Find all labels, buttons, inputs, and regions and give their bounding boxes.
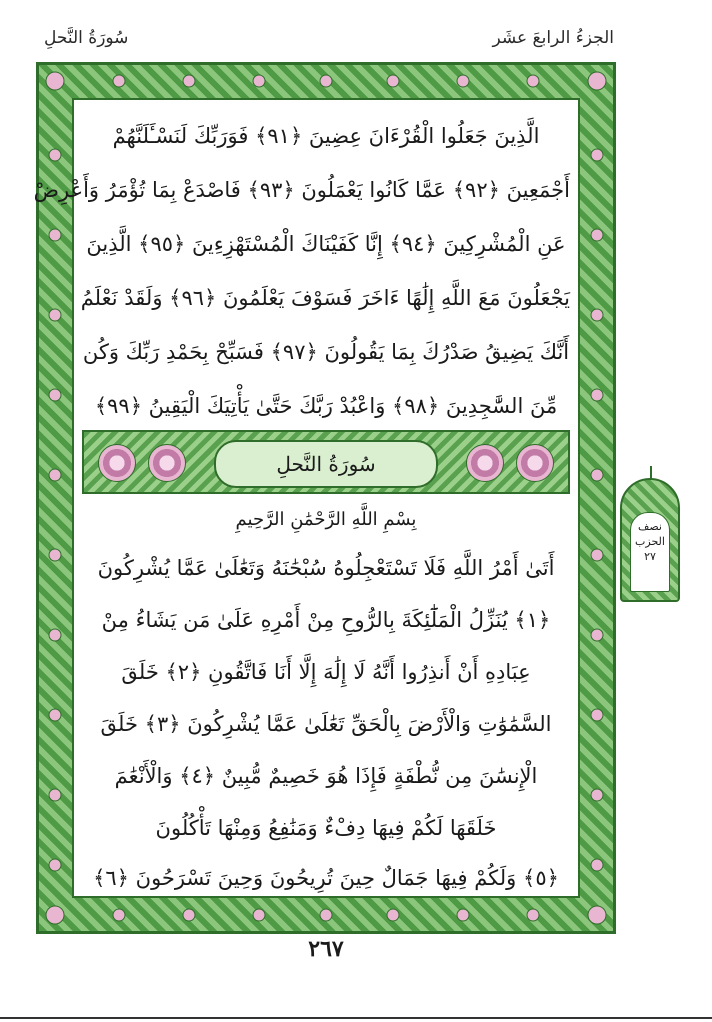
flower-ornament-icon	[148, 444, 186, 482]
hizb-label	[630, 512, 670, 592]
verse-line: الْإِنسَٰنَ مِن نُّطْفَةٍ فَإِذَا هُوَ خَصِيمٌ مُّبِينٌ ﴿٤﴾ وَالْأَنْعَٰمَ	[114, 764, 538, 788]
surah-banner	[82, 430, 570, 494]
surah-header-title: سُورَةُ النَّحلِ	[44, 28, 129, 48]
verse-line: ﴿٥﴾ وَلَكُمْ فِيهَا جَمَالٌ حِينَ تُرِيحُونَ وَحِينَ تَسْرَحُونَ ﴿٦﴾	[93, 866, 559, 890]
hizb-number: ٢٧	[644, 550, 656, 563]
flower-ornament-icon	[466, 444, 504, 482]
verse-line: خَلَقَهَا لَكُمْ فِيهَا دِفْءٌ وَمَنَٰفِعُ وَمِنْهَا تَأْكُلُونَ	[155, 816, 497, 840]
flower-ornament-icon	[98, 444, 136, 482]
verse-line: عَنِ الْمُشْرِكِينَ ﴿٩٤﴾ إِنَّا كَفَيْنَاكَ الْمُسْتَهْزِءِينَ ﴿٩٥﴾ الَّذِينَ	[86, 232, 566, 256]
hizb-stem	[650, 466, 652, 480]
text-area	[33, 98, 580, 898]
flower-ornament-icon	[516, 444, 554, 482]
verse-line: السَّمَٰوَٰتِ وَالْأَرْضَ بِالْحَقِّ تَعَٰلَىٰ عَمَّا يُشْرِكُونَ ﴿٣﴾ خَلَقَ	[100, 712, 552, 736]
hizb-marker	[620, 478, 680, 602]
page-number: ٢٦٧	[308, 936, 344, 962]
hizb-line: نصف	[638, 520, 662, 533]
verse-line: أَجْمَعِينَ ﴿٩٢﴾ عَمَّا كَانُوا يَعْمَلُونَ ﴿٩٣﴾ فَاصْدَعْ بِمَا تُؤْمَرُ وَأَعْرِضْ	[33, 178, 570, 202]
verse-line: ﴿١﴾ يُنَزِّلُ الْمَلَٰٓئِكَةَ بِالرُّوحِ مِنْ أَمْرِهِ عَلَىٰ مَن يَشَاءُ مِنْ	[101, 608, 551, 632]
verse-line: الَّذِينَ جَعَلُوا الْقُرْءَانَ عِضِينَ ﴿٩١﴾ فَوَرَبِّكَ لَنَسْـَٔلَنَّهُمْ	[112, 124, 540, 148]
verse-line: أَنَّكَ يَضِيقُ صَدْرُكَ بِمَا يَقُولُونَ ﴿٩٧﴾ فَسَبِّحْ بِحَمْدِ رَبِّكَ وَكُن	[82, 340, 570, 364]
verse-line: يَجْعَلُونَ مَعَ اللَّهِ إِلَٰهًا ءَاخَرَ فَسَوْفَ يَعْلَمُونَ ﴿٩٦﴾ وَلَقَدْ نَعْلَمُ	[80, 286, 570, 310]
divider	[0, 1017, 712, 1019]
verse-line: عِبَادِهِ أَنْ أَنذِرُوا أَنَّهُ لَا إِلَٰهَ إِلَّا أَنَا فَاتَّقُونِ ﴿٢﴾ خَلَقَ	[121, 660, 531, 684]
juz-title: الجزءُ الرابعَ عشَر	[492, 28, 614, 48]
surah-title: سُورَةُ النَّحلِ	[214, 440, 438, 488]
verse-line: أَتَىٰ أَمْرُ اللَّهِ فَلَا تَسْتَعْجِلُوهُ سُبْحَٰنَهُ وَتَعَٰلَىٰ عَمَّا يُشْرِكُونَ	[97, 556, 555, 580]
hizb-line: الحزب	[635, 535, 665, 548]
verse-line: مِّنَ السَّٰجِدِينَ ﴿٩٨﴾ وَاعْبُدْ رَبَّكَ حَتَّىٰ يَأْتِيَكَ الْيَقِينُ ﴿٩٩﴾	[94, 394, 558, 418]
page-header	[44, 18, 614, 58]
page-frame	[33, 62, 616, 934]
basmala: بِسْمِ اللَّهِ الرَّحْمَٰنِ الرَّحِيمِ	[235, 509, 417, 530]
